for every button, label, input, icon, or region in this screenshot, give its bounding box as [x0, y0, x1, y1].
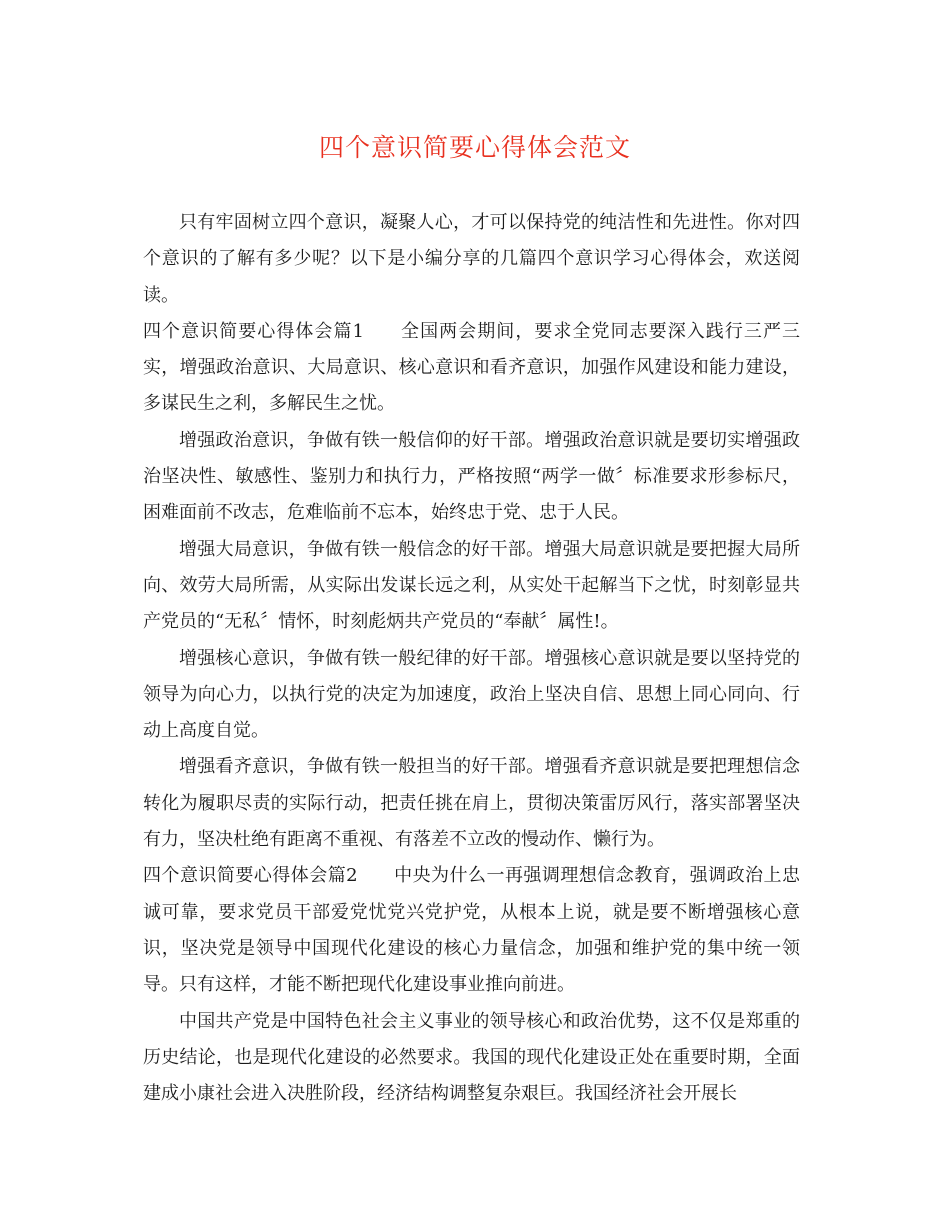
section-1-label: 四个意识简要心得体会篇1	[143, 320, 364, 342]
section-1-paragraph-alignment: 增强看齐意识，争做有铁一般担当的好干部。增强看齐意识就是要把理想信念转化为履职尽责的实际行动，把责任挑在肩上，贯彻决策雷厉风行，落实部署坚决有力，坚决杜绝有距离不重视、有落差不立改的慢动作、懒行为。	[143, 756, 800, 851]
section-2-label: 四个意识简要心得体会篇2	[143, 865, 358, 887]
document-title: 四个意识简要心得体会范文	[318, 133, 631, 162]
section-2-lead-paragraph	[143, 858, 800, 1003]
section-1-lead-text: 全国两会期间，要求全党同志要深入践行三严三实，增强政治意识、大局意识、核心意识和看齐意识，加强作风建设和能力建设，多谋民生之利，多解民生之忧。	[143, 320, 800, 415]
section-1-paragraph-core: 增强核心意识，争做有铁一般纪律的好干部。增强核心意识就是要以坚持党的领导为向心力，以执行党的决定为加速度，政治上坚决自信、思想上同心同向、行动上高度自觉。	[143, 647, 800, 742]
document-body	[143, 205, 800, 1112]
section-2-lead-text: 中央为什么一再强调理想信念教育，强调政治上忠诚可靠，要求党员干部爱党忧党兴党护党，从根本上说，就是要不断增强核心意识，坚决党是领导中国现代化建设的核心力量信念，加强和维护党的集中统一领导。只有这样，才能不断把现代化建设事业推向前进。	[143, 865, 801, 996]
section-2-paragraph-party: 中国共产党是中国特色社会主义事业的领导核心和政治优势，这不仅是郑重的历史结论，也是现代化建设的必然要求。我国的现代化建设正处在重要时期，全面建成小康社会进入决胜阶段，经济结构调整复杂艰巨。我国经济社会开展长	[143, 1010, 800, 1105]
section-1-paragraph-political: 增强政治意识，争做有铁一般信仰的好干部。增强政治意识就是要切实增强政治坚决性、敏感性、鉴别力和执行力，严格按照“两学一做〞标准要求形参标尺，困难面前不改志，危难临前不忘本，始终忠于党、忠于人民。	[143, 429, 800, 524]
section-1-lead-paragraph	[143, 314, 800, 423]
section-1-paragraph-overall: 增强大局意识，争做有铁一般信念的好干部。增强大局意识就是要把握大局所向、效劳大局所需，从实际出发谋长远之利，从实处干起解当下之忧，时刻彰显共产党员的“无私〞情怀，时刻彪炳共产党员的“奉献〞属性!。	[143, 538, 800, 633]
intro-paragraph: 只有牢固树立四个意识，凝聚人心，才可以保持党的纯洁性和先进性。你对四个意识的了解有多少呢？以下是小编分享的几篇四个意识学习心得体会，欢送阅读。	[143, 212, 800, 306]
